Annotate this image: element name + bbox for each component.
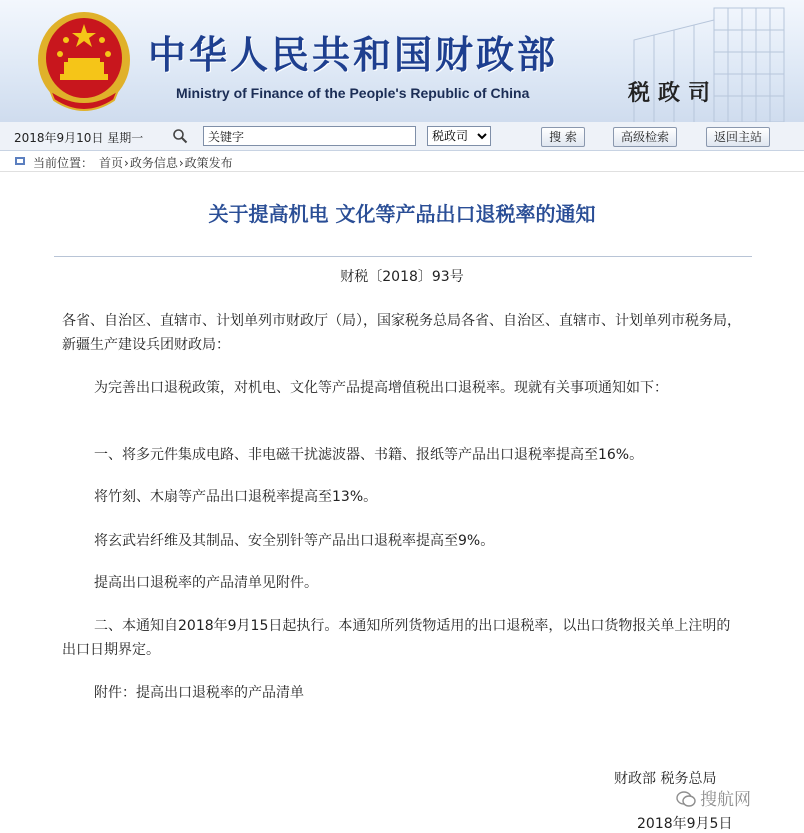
advanced-search-button[interactable]: 高级检索 (613, 127, 677, 147)
breadcrumb-news[interactable]: 政务信息 (129, 156, 178, 170)
breadcrumb-home[interactable]: 首页 (99, 156, 124, 170)
article-paragraph: 一、将多元件集成电路、非电磁干扰滤波器、书籍、报纸等产品出口退税率提高至16%。 (94, 447, 644, 463)
attachment-line[interactable]: 附件：提高出口退税率的产品清单 (94, 685, 304, 701)
site-title-cn: 中华人民共和国财政部 (148, 32, 559, 77)
location-icon (14, 155, 26, 167)
national-emblem-icon (36, 10, 132, 114)
document-number: 财税〔2018〕93号 (340, 269, 464, 285)
article-paragraph: 二、本通知自2018年9月15日起执行。本通知所列货物适用的出口退税率，以出口货物报关单上注明的出口日期界定。 (62, 618, 731, 658)
article-title: 关于提高机电 文化等产品出口退税率的通知 (208, 202, 596, 226)
department-select[interactable] (427, 126, 491, 146)
current-date: 2018年9月10日 星期一 (14, 131, 144, 145)
article-paragraph: 将竹刻、木扇等产品出口退税率提高至13%。 (94, 489, 378, 505)
article-paragraph: 提高出口退税率的产品清单见附件。 (94, 575, 318, 591)
department-name: 税政司 (628, 80, 719, 106)
breadcrumb-policy[interactable]: 政策发布 (184, 156, 233, 170)
watermark-text: 搜航网 (700, 790, 751, 810)
article-paragraph: 将玄武岩纤维及其制品、安全别针等产品出口退税率提高至9%。 (94, 533, 495, 549)
search-icon (172, 128, 188, 144)
home-button[interactable]: 返回主站 (706, 127, 770, 147)
article-paragraph: 为完善出口退税政策，对机电、文化等产品提高增值税出口退税率。现就有关事项通知如下： (94, 380, 668, 396)
breadcrumb-separator: › (178, 156, 184, 170)
breadcrumb-trail (99, 154, 233, 171)
search-input[interactable] (203, 126, 416, 146)
site-title-en: Ministry of Finance of the People's Republic of China (176, 85, 530, 101)
search-button[interactable]: 搜 索 (541, 127, 585, 147)
wechat-icon (676, 790, 696, 808)
header-banner (0, 0, 804, 123)
breadcrumb-separator: › (124, 156, 129, 170)
signature: 财政部 税务总局 (614, 771, 717, 787)
title-divider (54, 256, 752, 257)
breadcrumb (0, 151, 804, 172)
article-paragraph: 各省、自治区、直辖市、计划单列市财政厅（局），国家税务总局各省、自治区、直辖市、计划单列市税务局，新疆生产建设兵团财政局： (62, 313, 741, 353)
sign-date: 2018年9月5日 (637, 816, 733, 832)
watermark (676, 785, 776, 810)
breadcrumb-label: 当前位置： (33, 156, 94, 170)
search-toolbar (0, 122, 804, 151)
